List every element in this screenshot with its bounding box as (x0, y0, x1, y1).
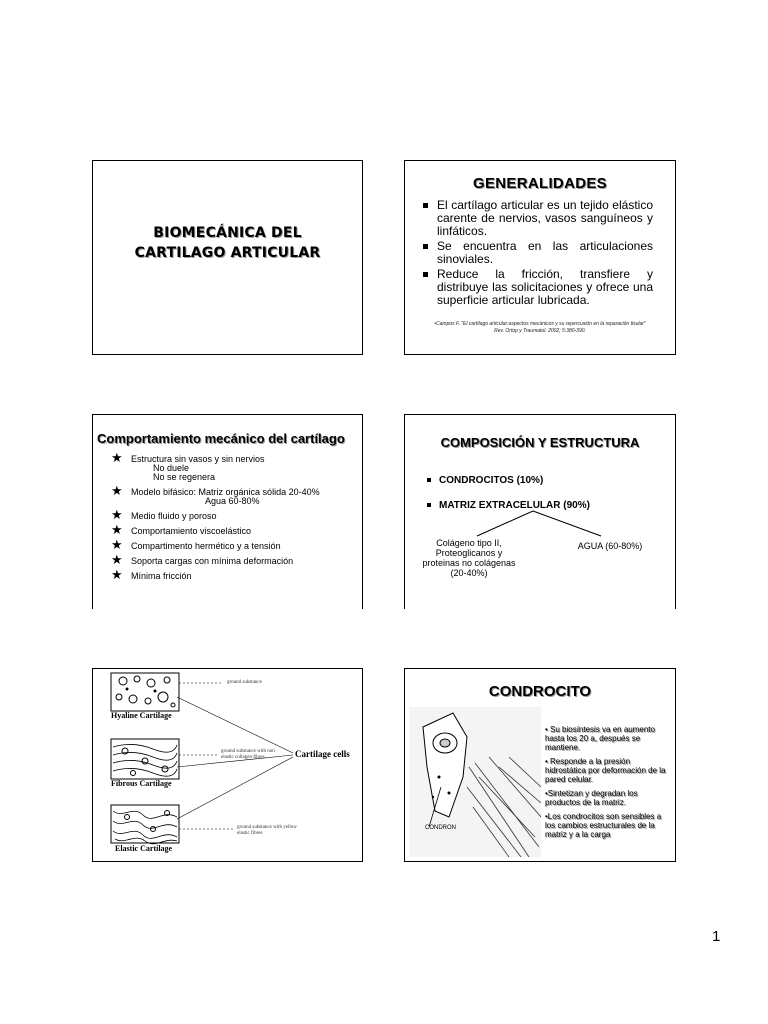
list-item: ★ Soporta cargas con mínima deformación (111, 552, 294, 567)
list-item: •Los condrocitos son sensibles a los cambios estructurales de la matriz y a la carga (545, 812, 662, 839)
slide-heading: Comportamiento mecánico del cartílago (97, 431, 345, 446)
list-item: El cartílago articular es un tejido elástico carente de nervios, vasos sanguíneos y linfáticos. (419, 199, 653, 238)
sub-item: Agua 60-80% (205, 496, 260, 506)
page-number: 1 (712, 928, 721, 945)
star-icon: ★ (111, 537, 123, 552)
slide-comportamiento (92, 414, 363, 609)
fibrous-label: Fibrous Cartilage (111, 779, 172, 788)
list-item: ★ Comportamiento viscoelástico (111, 522, 252, 537)
title-line-1: BIOMECÁNICA DEL (153, 225, 302, 241)
list-item: •Sintetizan y degradan los productos de la matriz. (545, 789, 638, 807)
star-icon: ★ (111, 522, 123, 537)
slide-title (92, 160, 363, 355)
composition-label: Colágeno tipo II, Proteoglicanos y proteinas no colágenas (20-40%) (422, 538, 516, 578)
fibrous-annotation: ground substance with non elastic collagen fibres (221, 749, 275, 760)
list-item: Se encuentra en las articulaciones sinoviales. (419, 240, 653, 266)
star-list (111, 450, 358, 587)
star-icon: ★ (111, 483, 123, 498)
slide-heading: CONDROCITO (488, 683, 592, 700)
sub-item: No duele (153, 463, 190, 473)
condron-image (409, 707, 541, 857)
star-icon: ★ (111, 507, 123, 522)
citation: •Campos F. "El cartílago articular:aspectos mecánicos y su repercusión en la reparación tisular" Rev. Ortop y Traumatol. 2002; 5:380-390. (434, 321, 646, 334)
list-item: ★ Modelo bifásico: Matriz orgánica sólida 20-40% Agua 60-80% (111, 488, 358, 506)
slide-generalidades (404, 160, 676, 355)
bullet-list (419, 199, 653, 309)
list-item: CONDROCITOS (10%) (427, 475, 543, 486)
sub-item: No se regenera (153, 472, 216, 482)
star-icon: ★ (111, 552, 123, 567)
elastic-cartilage-image (111, 805, 179, 844)
list-item: ★ Estructura sin vasos y sin nervios No duele No se regenera (111, 455, 358, 482)
list-item: ★ Mínima fricción (111, 567, 192, 582)
hyaline-annotation: ground substance (227, 680, 262, 685)
slide-title-text (93, 223, 362, 263)
cartilage-illustration (93, 669, 363, 862)
branch-lines (405, 415, 676, 609)
image-caption: CONDRON (425, 825, 456, 831)
slide-composicion (404, 414, 676, 609)
bullet-list (545, 725, 669, 844)
slide-condrocito (404, 668, 676, 862)
title-line-2: CARTILAGO ARTICULAR (134, 245, 321, 261)
cells-label: Cartilage cells (295, 749, 350, 759)
list-item: • Su biosíntesis va en aumento hasta los 20 a, después se mantiene. (545, 725, 655, 752)
composition-label: AGUA (60-80%) (577, 541, 643, 551)
hyaline-cartilage-image (111, 673, 179, 711)
slide-cartilage-types (92, 668, 363, 862)
fibrous-cartilage-image (111, 739, 179, 779)
list-item: • Responde a la presión hidrostática por deformación de la pared celular. (545, 757, 666, 784)
list-item: ★ Compartimento hermético y a tensión (111, 537, 281, 552)
star-icon: ★ (111, 450, 123, 465)
list-item: Reduce la fricción, transfiere y distribuye las solicitaciones y ofrece una superficie articular lubricada. (419, 268, 653, 307)
elastic-label: Elastic Cartilage (115, 844, 173, 853)
hyaline-label: Hyaline Cartilage (111, 711, 172, 720)
list-item: MATRIZ EXTRACELULAR (90%) (427, 500, 590, 511)
slide-heading: COMPOSICIÓN Y ESTRUCTURA (440, 435, 640, 450)
list-item: ★ Medio fluido y poroso (111, 507, 217, 522)
slide-heading: GENERALIDADES (473, 175, 607, 192)
star-icon: ★ (111, 567, 123, 582)
elastic-annotation: ground substance with yellow elastic fibres (237, 825, 297, 836)
